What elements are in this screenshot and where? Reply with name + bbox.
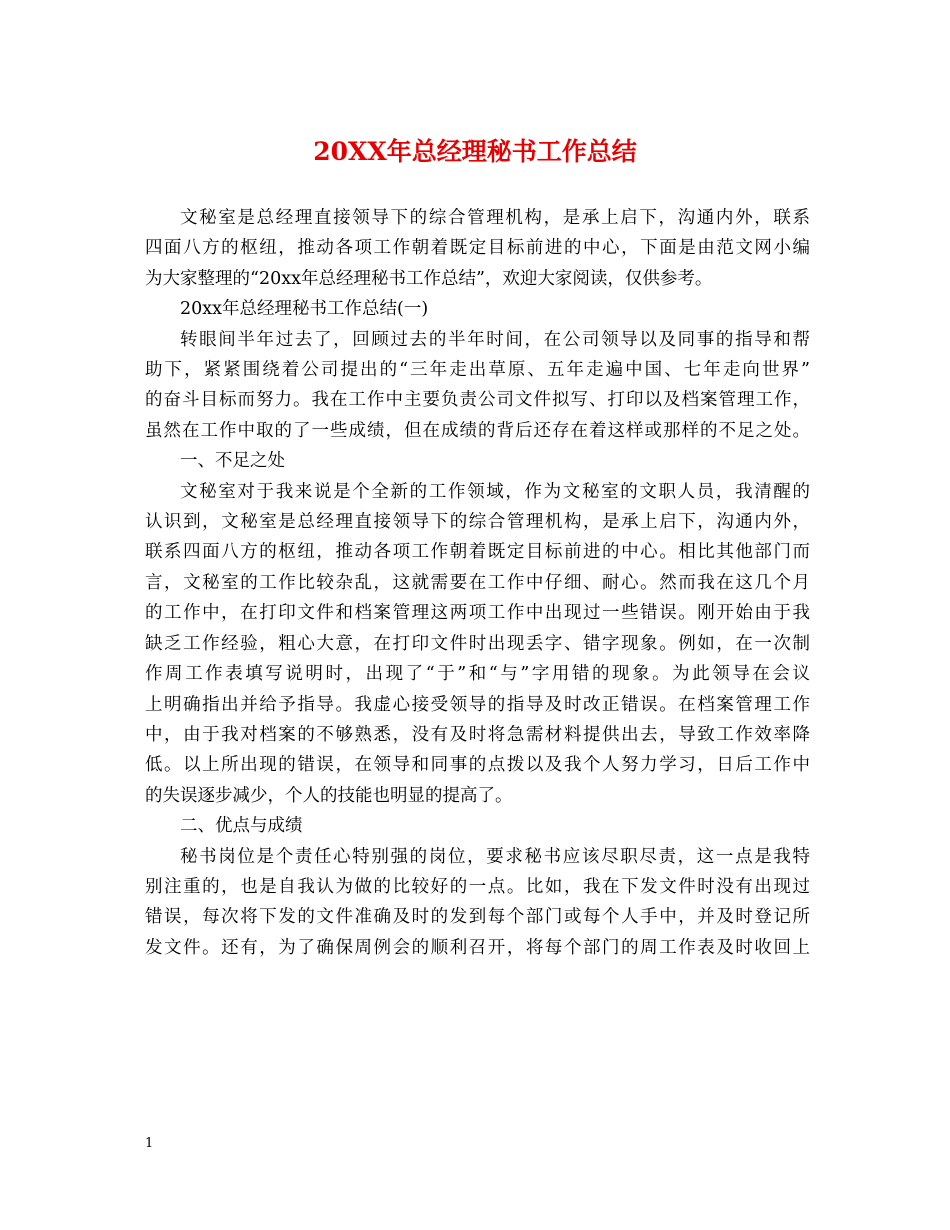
page-number: 1 bbox=[145, 1136, 154, 1151]
paragraph-line: 言，文秘室的工作比较杂乱，这就需要在工作中仔细、耐心。然而我在这几个月 bbox=[145, 572, 810, 593]
paragraph-line: 转眼间半年过去了，回顾过去的半年时间，在公司领导以及同事的指导和帮 bbox=[180, 329, 810, 350]
paragraph-line: 中，由于我对档案的不够熟悉，没有及时将急需材料提供出去，导致工作效率降 bbox=[145, 724, 810, 745]
paragraph-line: 为大家整理的“20xx年总经理秘书工作总结”，欢迎大家阅读，仅供参考。 bbox=[145, 268, 713, 289]
paragraph-line: 发文件。还有，为了确保周例会的顺利召开，将每个部门的周工作表及时收回上 bbox=[145, 937, 810, 958]
paragraph-line: 认识到，文秘室是总经理直接领导下的综合管理机构，是承上启下，沟通内外， bbox=[145, 512, 810, 533]
paragraph-line: 文秘室是总经理直接领导下的综合管理机构，是承上启下，沟通内外，联系 bbox=[180, 208, 810, 228]
paragraph-line: 别注重的，也是自我认为做的比较好的一点。比如，我在下发文件时没有出现过 bbox=[145, 876, 810, 897]
paragraph-line: 助下，紧紧围绕着公司提出的“三年走出草原、五年走遍中国、七年走向世界” bbox=[145, 360, 810, 381]
section-heading: 一、不足之处 bbox=[180, 451, 285, 472]
paragraph-line: 四面八方的枢纽，推动各项工作朝着既定目标前进的中心，下面是由范文网小编 bbox=[145, 238, 810, 259]
document-body bbox=[145, 203, 810, 963]
paragraph-line: 的奋斗目标而努力。我在工作中主要负责公司文件拟写、打印以及档案管理工作， bbox=[145, 390, 810, 411]
paragraph-line: 缺乏工作经验，粗心大意，在打印文件时出现丢字、错字现象。例如，在一次制 bbox=[145, 633, 810, 654]
paragraph-line: 错误，每次将下发的文件准确及时的发到每个部门或每个人手中，并及时登记所 bbox=[145, 907, 810, 928]
paragraph-line: 的失误逐步减少，个人的技能也明显的提高了。 bbox=[145, 785, 513, 806]
paragraph-line: 联系四面八方的枢纽，推动各项工作朝着既定目标前进的中心。相比其他部门而 bbox=[145, 542, 810, 563]
section-heading: 20xx年总经理秘书工作总结(一) bbox=[180, 299, 429, 320]
paragraph-line: 虽然在工作中取的了一些成绩，但在成绩的背后还存在着这样或那样的不足之处。 bbox=[145, 420, 810, 441]
paragraph-line: 低。以上所出现的错误，在领导和同事的点拨以及我个人努力学习，日后工作中 bbox=[145, 755, 810, 776]
paragraph-line: 上明确指出并给予指导。我虚心接受领导的指导及时改正错误。在档案管理工作 bbox=[145, 694, 810, 715]
paragraph-line: 文秘室对于我来说是个全新的工作领域，作为文秘室的文职人员，我清醒的 bbox=[180, 481, 810, 502]
section-heading: 二、优点与成绩 bbox=[180, 816, 303, 837]
paragraph-line: 秘书岗位是个责任心特别强的岗位，要求秘书应该尽职尽责，这一点是我特 bbox=[180, 846, 810, 867]
document-title: 20XX年总经理秘书工作总结 bbox=[313, 137, 637, 166]
paragraph-line: 作周工作表填写说明时，出现了“于”和“与”字用错的现象。为此领导在会议 bbox=[145, 664, 810, 685]
paragraph-line: 的工作中，在打印文件和档案管理这两项工作中出现过一些错误。刚开始由于我 bbox=[145, 603, 810, 624]
